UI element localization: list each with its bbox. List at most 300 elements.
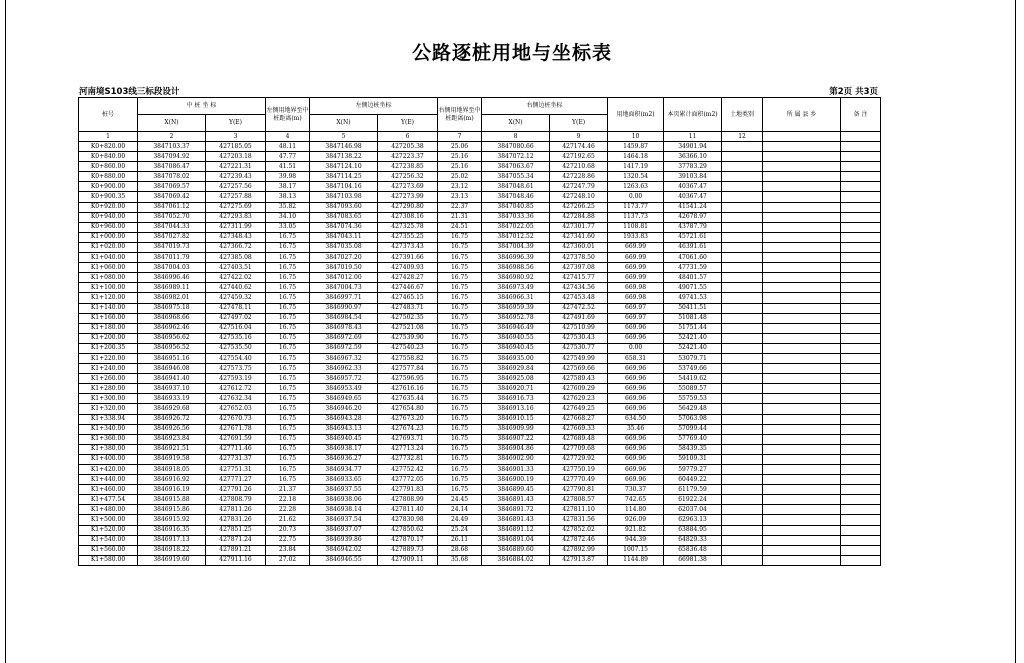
right-x-cell: 3847072.12	[482, 152, 550, 162]
left-y-cell: 427732.81	[378, 454, 438, 464]
column-number: 1	[79, 132, 138, 142]
right-y-cell: 427266.25	[550, 202, 608, 212]
right-distance-cell: 16.75	[438, 242, 482, 252]
right-x-cell: 3846889.60	[482, 545, 550, 555]
center-x-cell: 3846946.08	[138, 364, 206, 374]
right-x-cell: 3846929.84	[482, 364, 550, 374]
right-y-cell: 427729.92	[550, 454, 608, 464]
area-cell: 926.09	[608, 515, 664, 525]
right-distance-cell: 16.75	[438, 374, 482, 384]
cumulative-area-cell: 59779.27	[664, 465, 722, 475]
center-y-cell: 427911.16	[206, 555, 266, 565]
stake-cell: K1+440.00	[79, 475, 138, 485]
left-distance-cell: 16.75	[266, 293, 310, 303]
left-x-cell: 3847138.22	[310, 152, 378, 162]
stake-cell: K1+400.00	[79, 454, 138, 464]
land-type-cell	[722, 424, 763, 434]
table-row	[79, 424, 881, 434]
left-y-cell: 427373.43	[378, 242, 438, 252]
left-x-cell: 3846938.17	[310, 444, 378, 454]
remark-cell	[841, 515, 881, 525]
column-number: 10	[608, 132, 664, 142]
remark-cell	[841, 424, 881, 434]
center-y-cell: 427366.72	[206, 242, 266, 252]
left-distance-cell: 16.75	[266, 283, 310, 293]
land-type-cell	[722, 192, 763, 202]
coordinate-table	[78, 97, 881, 566]
center-y-cell: 427851.25	[206, 525, 266, 535]
land-type-cell	[722, 454, 763, 464]
right-y-cell: 427491.69	[550, 313, 608, 323]
right-y-cell: 427549.99	[550, 353, 608, 363]
column-number	[763, 132, 841, 142]
left-x-cell: 3846957.72	[310, 374, 378, 384]
stake-cell: K1+020.00	[79, 242, 138, 252]
cumulative-area-cell: 48401.57	[664, 273, 722, 283]
column-number: 8	[482, 132, 550, 142]
right-x-cell: 3846980.92	[482, 273, 550, 283]
left-x-cell: 3847004.73	[310, 283, 378, 293]
area-cell: 114.80	[608, 505, 664, 515]
stake-cell: K1+560.00	[79, 545, 138, 555]
cumulative-area-cell: 63884.95	[664, 525, 722, 535]
stake-cell: K1+500.00	[79, 515, 138, 525]
area-cell: 944.39	[608, 535, 664, 545]
center-x-cell: 3846926.56	[138, 424, 206, 434]
left-distance-cell: 16.75	[266, 313, 310, 323]
left-y-cell: 427521.08	[378, 323, 438, 333]
table-row	[79, 333, 881, 343]
left-y-cell: 427273.99	[378, 192, 438, 202]
remark-cell	[841, 475, 881, 485]
area-cell: 658.31	[608, 353, 664, 363]
cumulative-area-cell: 57769.40	[664, 434, 722, 444]
area-cell: 669.96	[608, 434, 664, 444]
right-x-cell: 3846925.08	[482, 374, 550, 384]
left-distance-cell: 16.75	[266, 353, 310, 363]
area-cell: 1459.87	[608, 142, 664, 152]
center-x-cell: 3846919.58	[138, 454, 206, 464]
left-x-cell: 3847114.25	[310, 172, 378, 182]
left-distance-cell: 34.10	[266, 212, 310, 222]
county-cell	[763, 475, 841, 485]
area-cell: 730.37	[608, 485, 664, 495]
center-y-cell: 427535.16	[206, 333, 266, 343]
right-distance-cell: 16.75	[438, 353, 482, 363]
left-x-cell: 3846942.02	[310, 545, 378, 555]
center-y-cell: 427652.03	[206, 404, 266, 414]
area-cell: 0.00	[608, 343, 664, 353]
left-distance-cell: 16.75	[266, 343, 310, 353]
land-type-cell	[722, 172, 763, 182]
table-row	[79, 475, 881, 485]
left-y-cell: 427223.37	[378, 152, 438, 162]
center-x-cell: 3846918.22	[138, 545, 206, 555]
table-row	[79, 505, 881, 515]
remark-cell	[841, 353, 881, 363]
center-x-cell: 3846926.72	[138, 414, 206, 424]
left-x-cell: 3846943.28	[310, 414, 378, 424]
left-y-cell: 427540.23	[378, 343, 438, 353]
county-cell	[763, 222, 841, 232]
left-x-cell: 3846990.97	[310, 303, 378, 313]
remark-cell	[841, 313, 881, 323]
left-x-cell: 3846940.45	[310, 434, 378, 444]
right-distance-cell: 16.75	[438, 414, 482, 424]
remark-cell	[841, 152, 881, 162]
right-distance-cell: 22.37	[438, 202, 482, 212]
header-right-distance: 右侧用地界至中桩距离(m)	[438, 98, 482, 132]
stake-cell: K1+280.00	[79, 384, 138, 394]
stake-cell: K1+140.00	[79, 303, 138, 313]
center-x-cell: 3847094.92	[138, 152, 206, 162]
remark-cell	[841, 414, 881, 424]
county-cell	[763, 303, 841, 313]
right-distance-cell: 16.75	[438, 424, 482, 434]
remark-cell	[841, 232, 881, 242]
left-distance-cell: 47.77	[266, 152, 310, 162]
right-x-cell: 3846966.31	[482, 293, 550, 303]
table-row	[79, 323, 881, 333]
right-x-cell: 3846901.33	[482, 465, 550, 475]
column-number: 7	[438, 132, 482, 142]
left-distance-cell: 16.75	[266, 374, 310, 384]
right-distance-cell: 16.75	[438, 394, 482, 404]
right-distance-cell: 24.45	[438, 495, 482, 505]
land-type-cell	[722, 374, 763, 384]
left-x-cell: 3846978.43	[310, 323, 378, 333]
center-x-cell: 3846941.40	[138, 374, 206, 384]
table-row	[79, 545, 881, 555]
cumulative-area-cell: 59109.31	[664, 454, 722, 464]
right-y-cell: 427668.27	[550, 414, 608, 424]
left-x-cell: 3846936.27	[310, 454, 378, 464]
left-y-cell: 427446.67	[378, 283, 438, 293]
left-y-cell: 427674.23	[378, 424, 438, 434]
right-y-cell: 427892.99	[550, 545, 608, 555]
county-cell	[763, 424, 841, 434]
right-distance-cell: 26.11	[438, 535, 482, 545]
right-distance-cell: 16.75	[438, 475, 482, 485]
left-y-cell: 427391.66	[378, 253, 438, 263]
left-distance-cell: 16.75	[266, 242, 310, 252]
left-x-cell: 3846937.07	[310, 525, 378, 535]
right-y-cell: 427378.50	[550, 253, 608, 263]
left-y-cell: 427238.85	[378, 162, 438, 172]
land-type-cell	[722, 313, 763, 323]
right-distance-cell: 16.75	[438, 232, 482, 242]
stake-cell: K1+180.00	[79, 323, 138, 333]
left-distance-cell: 16.75	[266, 333, 310, 343]
right-distance-cell: 25.24	[438, 525, 482, 535]
table-row	[79, 212, 881, 222]
left-x-cell: 3846939.86	[310, 535, 378, 545]
land-type-cell	[722, 404, 763, 414]
remark-cell	[841, 384, 881, 394]
center-x-cell: 3847052.70	[138, 212, 206, 222]
right-x-cell: 3847063.67	[482, 162, 550, 172]
table-body	[79, 142, 881, 566]
stake-cell: K1+260.00	[79, 374, 138, 384]
right-x-cell: 3847048.46	[482, 192, 550, 202]
right-distance-cell: 16.75	[438, 465, 482, 475]
remark-cell	[841, 323, 881, 333]
right-x-cell: 3846891.72	[482, 505, 550, 515]
left-y-cell: 427596.95	[378, 374, 438, 384]
center-y-cell: 427185.05	[206, 142, 266, 152]
right-y-cell: 427609.29	[550, 384, 608, 394]
left-distance-cell: 22.75	[266, 535, 310, 545]
left-x-cell: 3846967.32	[310, 353, 378, 363]
left-y-cell: 427808.99	[378, 495, 438, 505]
cumulative-area-cell: 66981.38	[664, 555, 722, 565]
right-x-cell: 3847080.66	[482, 142, 550, 152]
right-y-cell: 427709.68	[550, 444, 608, 454]
center-x-cell: 3846923.84	[138, 434, 206, 444]
area-cell: 1263.63	[608, 182, 664, 192]
center-x-cell: 3846962.46	[138, 323, 206, 333]
right-y-cell: 427790.81	[550, 485, 608, 495]
stake-cell: K1+200.00	[79, 333, 138, 343]
center-y-cell: 427831.26	[206, 515, 266, 525]
county-cell	[763, 374, 841, 384]
area-cell: 669.99	[608, 263, 664, 273]
left-distance-cell: 21.37	[266, 485, 310, 495]
stake-cell: K1+060.00	[79, 263, 138, 273]
land-type-cell	[722, 384, 763, 394]
land-type-cell	[722, 525, 763, 535]
left-distance-cell: 16.75	[266, 394, 310, 404]
left-x-cell: 3846943.13	[310, 424, 378, 434]
cumulative-area-cell: 46391.61	[664, 242, 722, 252]
land-type-cell	[722, 414, 763, 424]
right-distance-cell: 16.75	[438, 273, 482, 283]
remark-cell	[841, 263, 881, 273]
center-y-cell: 427311.99	[206, 222, 266, 232]
remark-cell	[841, 454, 881, 464]
right-y-cell: 427852.02	[550, 525, 608, 535]
cumulative-area-cell: 40367.47	[664, 182, 722, 192]
stake-cell: K0+880.00	[79, 172, 138, 182]
area-cell: 669.96	[608, 333, 664, 343]
left-distance-cell: 39.98	[266, 172, 310, 182]
land-type-cell	[722, 222, 763, 232]
right-distance-cell: 16.75	[438, 444, 482, 454]
area-cell: 669.96	[608, 454, 664, 464]
cumulative-area-cell: 40367.47	[664, 192, 722, 202]
cumulative-area-cell: 49741.53	[664, 293, 722, 303]
table-row	[79, 434, 881, 444]
center-x-cell: 3847019.73	[138, 242, 206, 252]
left-x-cell: 3846946.20	[310, 404, 378, 414]
county-cell	[763, 323, 841, 333]
cumulative-area-cell: 36366.10	[664, 152, 722, 162]
stake-cell: K1+220.00	[79, 353, 138, 363]
header-left-y: Y(E)	[378, 115, 438, 132]
cumulative-area-cell: 57099.44	[664, 424, 722, 434]
stake-cell: K0+960.00	[79, 222, 138, 232]
remark-cell	[841, 242, 881, 252]
center-y-cell: 427891.21	[206, 545, 266, 555]
county-cell	[763, 263, 841, 273]
left-y-cell: 427791.83	[378, 485, 438, 495]
table-row	[79, 525, 881, 535]
table-row	[79, 172, 881, 182]
right-distance-cell: 25.06	[438, 142, 482, 152]
center-y-cell: 427293.83	[206, 212, 266, 222]
right-y-cell: 427589.43	[550, 374, 608, 384]
right-x-cell: 3846940.45	[482, 343, 550, 353]
right-distance-cell: 23.12	[438, 182, 482, 192]
right-y-cell: 427228.86	[550, 172, 608, 182]
center-y-cell: 427731.37	[206, 454, 266, 464]
left-distance-cell: 35.82	[266, 202, 310, 212]
center-x-cell: 3846951.16	[138, 353, 206, 363]
table-row	[79, 485, 881, 495]
remark-cell	[841, 253, 881, 263]
left-x-cell: 3847124.10	[310, 162, 378, 172]
land-type-cell	[722, 505, 763, 515]
column-number-row	[79, 132, 881, 142]
land-type-cell	[722, 232, 763, 242]
header-remark: 备 注	[841, 98, 881, 132]
center-y-cell: 427791.26	[206, 485, 266, 495]
left-y-cell: 427539.90	[378, 333, 438, 343]
stake-cell: K1+120.00	[79, 293, 138, 303]
left-y-cell: 427889.73	[378, 545, 438, 555]
left-distance-cell: 16.75	[266, 454, 310, 464]
table-row	[79, 384, 881, 394]
left-distance-cell: 48.11	[266, 142, 310, 152]
column-number	[841, 132, 881, 142]
stake-cell: K1+380.00	[79, 444, 138, 454]
area-cell: 669.98	[608, 293, 664, 303]
stake-cell: K1+320.00	[79, 404, 138, 414]
county-cell	[763, 152, 841, 162]
area-cell: 1933.83	[608, 232, 664, 242]
right-distance-cell: 16.75	[438, 485, 482, 495]
center-y-cell: 427497.02	[206, 313, 266, 323]
right-distance-cell: 24.49	[438, 515, 482, 525]
remark-cell	[841, 505, 881, 515]
center-x-cell: 3847011.79	[138, 253, 206, 263]
stake-cell: K1+240.00	[79, 364, 138, 374]
table-row	[79, 303, 881, 313]
left-y-cell: 427616.16	[378, 384, 438, 394]
area-cell: 669.99	[608, 273, 664, 283]
column-number: 12	[722, 132, 763, 142]
center-y-cell: 427403.51	[206, 263, 266, 273]
area-cell: 669.99	[608, 242, 664, 252]
right-y-cell: 427530.43	[550, 333, 608, 343]
right-distance-cell: 16.75	[438, 303, 482, 313]
remark-cell	[841, 202, 881, 212]
right-y-cell: 427192.65	[550, 152, 608, 162]
left-distance-cell: 21.62	[266, 515, 310, 525]
center-y-cell: 427771.27	[206, 475, 266, 485]
center-x-cell: 3847086.47	[138, 162, 206, 172]
cumulative-area-cell: 51081.48	[664, 313, 722, 323]
center-x-cell: 3847069.42	[138, 192, 206, 202]
land-type-cell	[722, 162, 763, 172]
left-distance-cell: 20.73	[266, 525, 310, 535]
center-x-cell: 3846933.19	[138, 394, 206, 404]
cumulative-area-cell: 52421.40	[664, 343, 722, 353]
center-y-cell: 427670.73	[206, 414, 266, 424]
remark-cell	[841, 303, 881, 313]
area-cell: 35.46	[608, 424, 664, 434]
county-cell	[763, 555, 841, 565]
header-center-coords: 中 桩 坐 标	[138, 98, 266, 115]
cumulative-area-cell: 61179.59	[664, 485, 722, 495]
table-row	[79, 202, 881, 212]
center-x-cell: 3847044.33	[138, 222, 206, 232]
right-x-cell: 3846902.90	[482, 454, 550, 464]
right-x-cell: 3846907.22	[482, 434, 550, 444]
remark-cell	[841, 142, 881, 152]
left-distance-cell: 16.75	[266, 465, 310, 475]
table-row	[79, 313, 881, 323]
cumulative-area-cell: 62963.13	[664, 515, 722, 525]
area-cell: 669.96	[608, 404, 664, 414]
left-y-cell: 427811.40	[378, 505, 438, 515]
right-y-cell: 427284.88	[550, 212, 608, 222]
right-distance-cell: 16.75	[438, 404, 482, 414]
left-y-cell: 427752.42	[378, 465, 438, 475]
center-x-cell: 3846982.01	[138, 293, 206, 303]
right-distance-cell: 28.68	[438, 545, 482, 555]
center-y-cell: 427612.72	[206, 384, 266, 394]
table-row	[79, 242, 881, 252]
column-number: 4	[266, 132, 310, 142]
right-x-cell: 3846988.56	[482, 263, 550, 273]
right-x-cell: 3846946.49	[482, 323, 550, 333]
stake-cell: K1+480.00	[79, 505, 138, 515]
land-type-cell	[722, 142, 763, 152]
center-x-cell: 3846968.66	[138, 313, 206, 323]
cumulative-area-cell: 39103.84	[664, 172, 722, 182]
center-x-cell: 3846956.62	[138, 333, 206, 343]
stake-cell: K1+338.94	[79, 414, 138, 424]
left-y-cell: 427290.80	[378, 202, 438, 212]
center-x-cell: 3847027.82	[138, 232, 206, 242]
right-y-cell: 427174.46	[550, 142, 608, 152]
page-title: 公路逐桩用地与坐标表	[411, 42, 612, 64]
right-y-cell: 427301.77	[550, 222, 608, 232]
county-cell	[763, 142, 841, 152]
table-row	[79, 465, 881, 475]
left-x-cell: 3846938.06	[310, 495, 378, 505]
remark-cell	[841, 283, 881, 293]
county-cell	[763, 333, 841, 343]
cumulative-area-cell: 65836.48	[664, 545, 722, 555]
left-x-cell: 3847019.50	[310, 263, 378, 273]
area-cell: 1417.19	[608, 162, 664, 172]
center-y-cell: 427593.19	[206, 374, 266, 384]
land-type-cell	[722, 434, 763, 444]
right-x-cell: 3846899.45	[482, 485, 550, 495]
cumulative-area-cell: 49071.55	[664, 283, 722, 293]
left-x-cell: 3846933.65	[310, 475, 378, 485]
county-cell	[763, 242, 841, 252]
left-distance-cell: 23.84	[266, 545, 310, 555]
right-y-cell: 427472.52	[550, 303, 608, 313]
left-y-cell: 427428.27	[378, 273, 438, 283]
stake-cell: K1+160.00	[79, 313, 138, 323]
land-type-cell	[722, 485, 763, 495]
table-row	[79, 353, 881, 363]
right-y-cell: 427649.25	[550, 404, 608, 414]
